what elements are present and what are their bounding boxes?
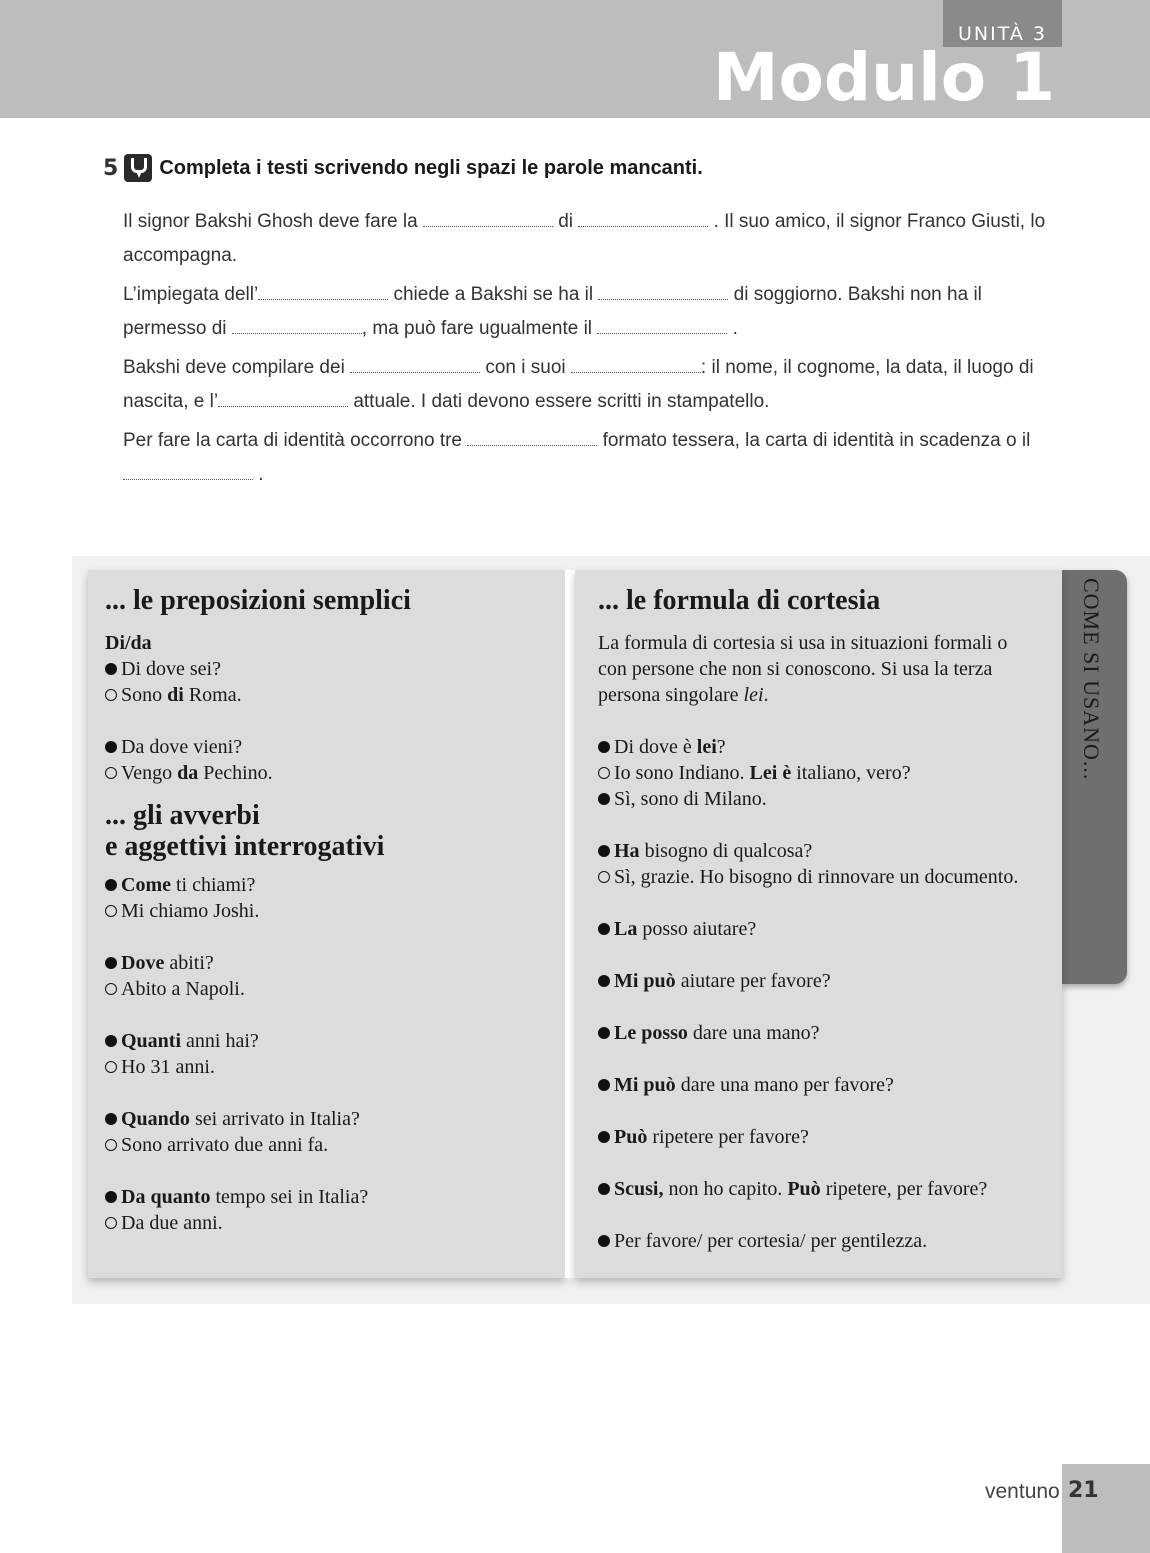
grammar-column-left [88, 570, 565, 1278]
blank-field[interactable] [232, 319, 362, 334]
empty-bullet-icon [105, 1139, 117, 1151]
empty-bullet-icon [105, 905, 117, 917]
empty-bullet-icon [105, 1217, 117, 1229]
text-segment: L’impiegata dell’ [123, 284, 259, 305]
exercise-number: 5 [103, 155, 119, 181]
blank-field[interactable] [123, 465, 253, 480]
dialogue-line: Da due anni. [105, 1210, 553, 1236]
dialogue-line: Sono arrivato due anni fa. [105, 1132, 553, 1158]
dialogue-line: Ha bisogno di qualcosa? [598, 838, 1050, 864]
filled-bullet-icon [105, 879, 117, 891]
empty-bullet-icon [598, 767, 610, 779]
exercise-instruction: Completa i testi scrivendo negli spazi le parole mancanti. [159, 156, 703, 179]
dialogue-line: Vengo da Pechino. [105, 760, 553, 786]
dialogue-line: Mi può dare una mano per favore? [598, 1072, 1050, 1098]
filled-bullet-icon [105, 663, 117, 675]
exercise-paragraph [123, 424, 1058, 492]
filled-bullet-icon [598, 1235, 610, 1247]
filled-bullet-icon [105, 1191, 117, 1203]
page-number-word: ventuno [985, 1480, 1060, 1503]
dialogue-line: Quanti anni hai? [105, 1028, 553, 1054]
dialogue-line: Per favore/ per cortesia/ per gentilezza. [598, 1228, 1050, 1254]
dialogue-line: Di dove sei? [105, 656, 553, 682]
blank-field[interactable] [597, 319, 727, 334]
unit-label: UNITÀ 3 [943, 0, 1062, 47]
filled-bullet-icon [598, 1079, 610, 1091]
intro-line: persona singolare lei. [598, 684, 769, 706]
blank-field[interactable] [423, 212, 553, 227]
section-title: ... gli avverbi e aggettivi interrogativi [105, 800, 385, 862]
empty-bullet-icon [105, 689, 117, 701]
column-divider [565, 570, 575, 1278]
text-segment: . [732, 318, 738, 339]
dialogue-line: Da quanto tempo sei in Italia? [105, 1184, 553, 1210]
empty-bullet-icon [105, 767, 117, 779]
text-segment: formato tessera, la carta di identità in scadenza o il [602, 430, 1031, 451]
text-segment: , ma può fare ugualmente il [361, 318, 593, 339]
filled-bullet-icon [598, 1027, 610, 1039]
exercise-paragraph [123, 205, 1058, 273]
blank-field[interactable] [598, 285, 728, 300]
section-title: ... le formula di cortesia [598, 585, 881, 616]
dialogue-line: Abito a Napoli. [105, 976, 553, 1002]
dialogue-line: Scusi, non ho capito. Può ripetere, per favore? [598, 1176, 1050, 1202]
dialogue-line: Le posso dare una mano? [598, 1020, 1050, 1046]
blank-field[interactable] [467, 431, 597, 446]
side-tab-label: COME SI USANO... [1079, 578, 1104, 781]
filled-bullet-icon [598, 1183, 610, 1195]
text-segment: : il nome, il cognome, la data, il luogo di nascita, e l’ [123, 357, 1034, 412]
text-segment: chiede a Bakshi se ha il [393, 284, 594, 305]
dialogue-line: Sì, grazie. Ho bisogno di rinnovare un documento. [598, 864, 1050, 890]
text-segment: . Il suo amico, il signor Franco Giusti, lo accompagna. [123, 211, 1046, 266]
text-segment: Bakshi deve compilare dei [123, 357, 345, 378]
dialogue-line: Sì, sono di Milano. [598, 786, 1050, 812]
dialogue-line: Da dove vieni? [105, 734, 553, 760]
exercise-paragraph [123, 351, 1058, 419]
text-segment: . [258, 464, 264, 485]
dialogue-line: Quando sei arrivato in Italia? [105, 1106, 553, 1132]
blank-field[interactable] [350, 358, 480, 373]
intro-line: La formula di cortesia si usa in situazioni formali o [598, 632, 1008, 654]
dialogue-line: Ho 31 anni. [105, 1054, 553, 1080]
filled-bullet-icon [105, 1035, 117, 1047]
empty-bullet-icon [105, 983, 117, 995]
dialogue-line: Sono di Roma. [105, 682, 553, 708]
filled-bullet-icon [105, 957, 117, 969]
blank-field[interactable] [571, 358, 701, 373]
dialogue-line: Mi può aiutare per favore? [598, 968, 1050, 994]
filled-bullet-icon [598, 845, 610, 857]
dialogue-line: Può ripetere per favore? [598, 1124, 1050, 1150]
text-segment: attuale. I dati devono essere scritti in stampatello. [353, 391, 770, 412]
blank-field[interactable] [218, 392, 348, 407]
filled-bullet-icon [598, 975, 610, 987]
exercise-text [123, 205, 1058, 497]
empty-bullet-icon [598, 871, 610, 883]
dialogue-line: Mi chiamo Joshi. [105, 898, 553, 924]
filled-bullet-icon [598, 923, 610, 935]
dialogue-line: La posso aiutare? [598, 916, 1050, 942]
filled-bullet-icon [598, 1131, 610, 1143]
page-number: 21 [1068, 1478, 1099, 1503]
text-segment: di [558, 211, 574, 232]
filled-bullet-icon [598, 793, 610, 805]
filled-bullet-icon [105, 1113, 117, 1125]
empty-bullet-icon [105, 1061, 117, 1073]
dialogue-line: Come ti chiami? [105, 872, 553, 898]
exercise-paragraph [123, 278, 1058, 346]
filled-bullet-icon [598, 741, 610, 753]
intro-line: con persone che non si conoscono. Si usa la terza [598, 658, 993, 680]
blank-field[interactable] [258, 285, 388, 300]
pen-nib-icon [124, 154, 152, 182]
text-segment: di soggiorno. Bakshi non ha il permesso di [123, 284, 982, 339]
text-segment: con i suoi [485, 357, 566, 378]
filled-bullet-icon [105, 741, 117, 753]
section-title: ... le preposizioni semplici [105, 585, 411, 616]
exercise-heading [103, 152, 703, 184]
dialogue-line: Dove abiti? [105, 950, 553, 976]
blank-field[interactable] [578, 212, 708, 227]
dialogue-line: Io sono Indiano. Lei è italiano, vero? [598, 760, 1050, 786]
text-segment: Il signor Bakshi Ghosh deve fare la [123, 211, 418, 232]
dialogue-line: Di dove è lei? [598, 734, 1050, 760]
grammar-column-right [575, 570, 1062, 1278]
page-header [0, 0, 1150, 118]
section-subtitle: Di/da [105, 632, 152, 654]
text-segment: Per fare la carta di identità occorrono tre [123, 430, 463, 451]
module-title: Modulo 1 [712, 39, 1055, 116]
